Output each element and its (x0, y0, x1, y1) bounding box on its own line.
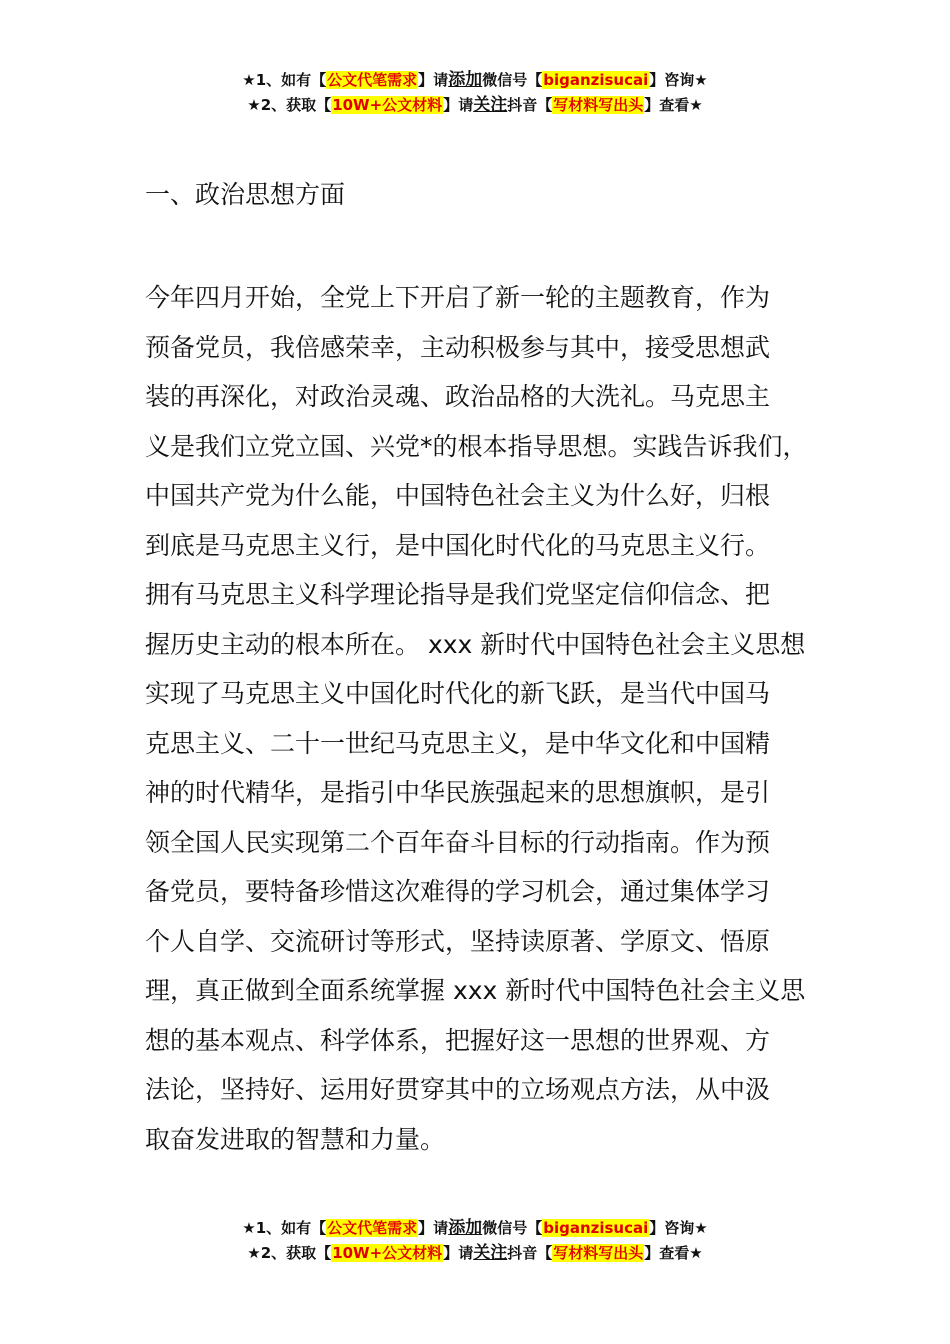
paragraph-line: 拥有马克思主义科学理论指导是我们党坚定信仰信念、把 (145, 580, 771, 609)
banner-emphasis: 添加 (448, 1218, 483, 1238)
banner-text: 】咨询★ (649, 71, 708, 89)
banner-highlight: 写材料写出头 (553, 96, 644, 114)
banner-text: 】请 (443, 1244, 474, 1262)
paragraph-line: 到底是马克思主义行，是中国化时代化的马克思主义行。 (145, 530, 771, 560)
banner-highlight: 写材料写出头 (553, 1244, 644, 1262)
paragraph-line: 今年四月开始，全党上下开启了新一轮的主题教育，作为 (145, 283, 771, 312)
paragraph-line: 中国共产党为什么能，中国特色社会主义为什么好，归根 (145, 481, 771, 510)
header-banner (0, 68, 950, 118)
paragraph-line: 取奋发进取的智慧和力量。 (145, 1124, 446, 1154)
paragraph-line: 个人自学、交流研讨等形式，坚持读原著、学原文、悟原 (145, 926, 771, 956)
paragraph-line: 领全国人民实现第二个百年奋斗目标的行动指南。作为预 (145, 827, 771, 857)
paragraph-line: 实现了马克思主义中国化时代化的新飞跃，是当代中国马 (145, 679, 771, 708)
banner-line-2 (0, 1241, 950, 1266)
banner-text: 】查看★ (644, 1244, 703, 1262)
paragraph-line: 想的基本观点、科学体系，把握好这一思想的世界观、方 (145, 1025, 771, 1055)
banner-text: 】请 (443, 96, 474, 114)
banner-text: ★1、如有【 (242, 1219, 327, 1237)
banner-emphasis: 关注 (473, 1243, 508, 1263)
banner-emphasis: 关注 (473, 95, 508, 115)
body-paragraph (145, 273, 845, 1164)
paragraph-line: 神的时代精华，是指引中华民族强起来的思想旗帜，是引 (145, 778, 771, 807)
paragraph-line: 义是我们立党立国、兴党*的根本指导思想。实践告诉我们， (145, 431, 808, 461)
section-heading: 一、政治思想方面 (145, 180, 346, 209)
paragraph-line: 预备党员，我倍感荣幸，主动积极参与其中，接受思想武 (145, 332, 771, 362)
banner-text: 】请 (418, 71, 449, 89)
paragraph-line: 克思主义、二十一世纪马克思主义，是中华文化和中国精 (145, 728, 771, 758)
banner-highlight: 10W+公文材料 (332, 96, 443, 114)
paragraph-line: 理，真正做到全面系统掌握 xxx 新时代中国特色社会主义思 (145, 976, 806, 1005)
banner-highlight: 10W+公文材料 (332, 1244, 443, 1262)
banner-highlight: 公文代笔需求 (327, 71, 418, 89)
banner-highlight: 公文代笔需求 (327, 1219, 418, 1237)
banner-text: 微信号【 (482, 71, 543, 89)
banner-line-1 (0, 68, 950, 93)
paragraph-line: 握历史主动的根本所在。 xxx 新时代中国特色社会主义思想 (145, 629, 806, 659)
paragraph-line: 备党员，要特备珍惜这次难得的学习机会，通过集体学习 (145, 877, 771, 906)
banner-highlight: biganzisucai (543, 71, 649, 89)
banner-line-1 (0, 1216, 950, 1241)
banner-text: 】请 (418, 1219, 449, 1237)
banner-text: 微信号【 (482, 1219, 543, 1237)
banner-line-2 (0, 93, 950, 118)
banner-highlight: biganzisucai (543, 1219, 649, 1237)
banner-emphasis: 添加 (448, 70, 483, 90)
footer-banner (0, 1216, 950, 1266)
banner-text: 】咨询★ (649, 1219, 708, 1237)
banner-text: 】查看★ (644, 96, 703, 114)
banner-text: ★2、获取【 (247, 1244, 332, 1262)
banner-text: ★2、获取【 (247, 96, 332, 114)
banner-text: 抖音【 (507, 96, 553, 114)
paragraph-line: 装的再深化，对政治灵魂、政治品格的大洗礼。马克思主 (145, 382, 771, 411)
banner-text: ★1、如有【 (242, 71, 327, 89)
paragraph-line: 法论，坚持好、运用好贯穿其中的立场观点方法，从中汲 (145, 1075, 771, 1104)
banner-text: 抖音【 (507, 1244, 553, 1262)
